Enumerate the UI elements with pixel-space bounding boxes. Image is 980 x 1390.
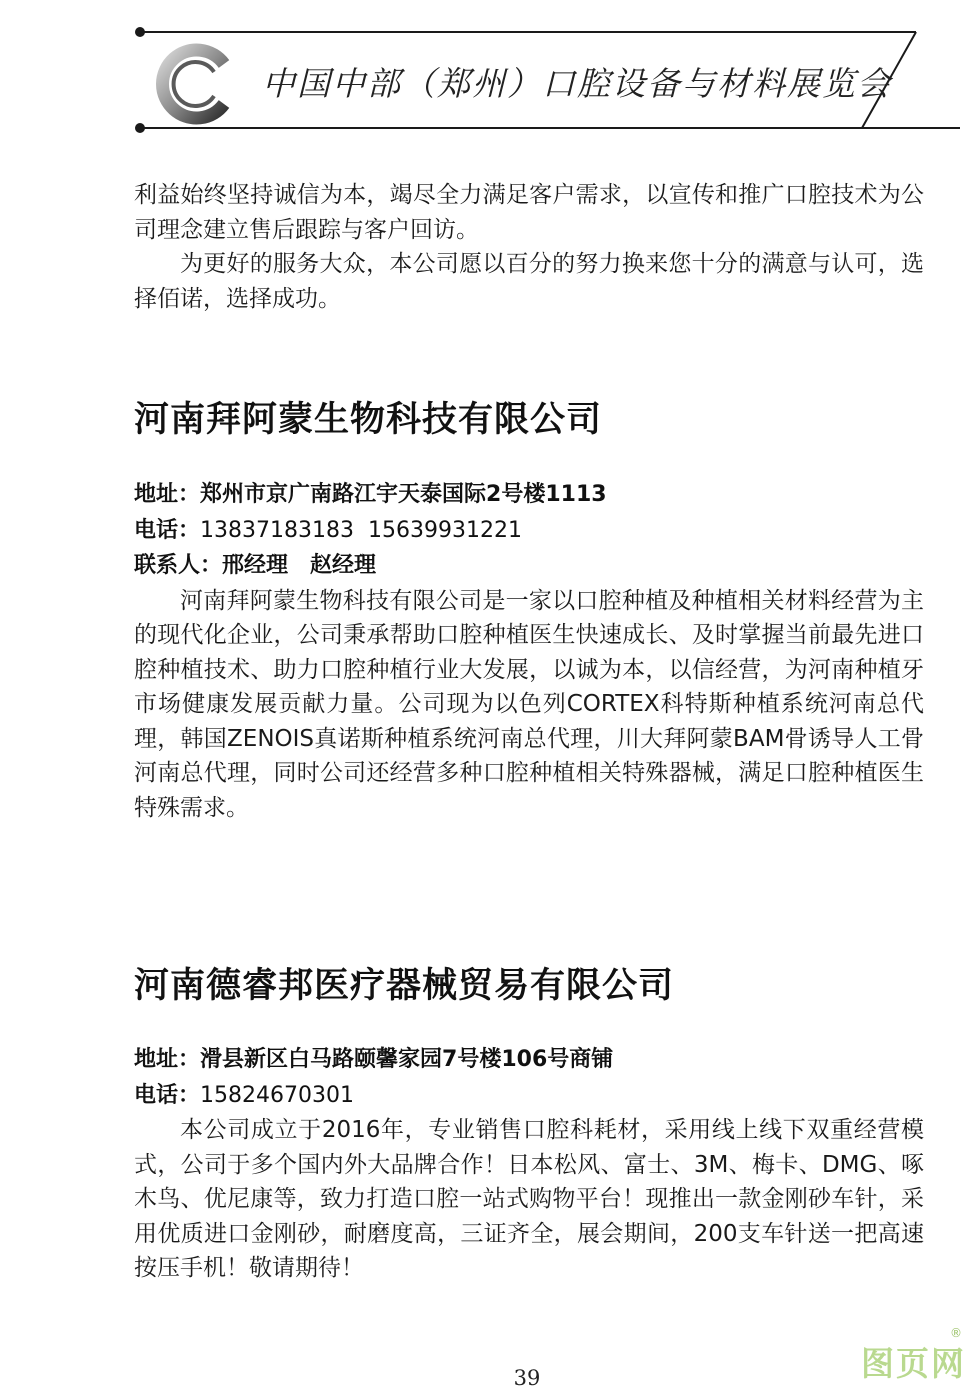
company-title: 河南德睿邦医疗器械贸易有限公司 <box>134 966 675 1006</box>
address-value: 郑州市京广南路江宇天泰国际2号楼1113 <box>200 482 607 507</box>
phone-line <box>134 513 924 549</box>
address-value: 滑县新区白马路颐馨家园7号楼106号商铺 <box>200 1047 614 1072</box>
address-label: 地址： <box>134 482 201 507</box>
watermark-logo <box>861 1326 966 1385</box>
company-description: 河南拜阿蒙生物科技有限公司是一家以口腔种植及种植相关材料经营为主的现代化企业，公司秉承帮助口腔种植医生快速成长、及时掌握当前最先进口腔种植技术、助力口腔种植行业大发展，以诚为本，以信经营，为河南种植牙市场健康发展贡献力量。公司现为以色列CORTEX科特斯种植系统河南总代理，韩国ZENOIS真诺斯种植系统河南总代理，川大拜阿蒙BAM骨诱导人工骨河南总代理，同时公司还经营多种口腔种植相关特殊器械，满足口腔种植医生特殊需求。 <box>134 587 924 821</box>
contact-value: 邢经理 赵经理 <box>222 553 377 578</box>
company-info <box>134 1042 924 1286</box>
page-header <box>0 0 980 150</box>
watermark-text: 图页网 <box>861 1344 966 1383</box>
logo-icon <box>163 50 224 118</box>
intro-paragraph: 为更好的服务大众，本公司愿以百分的努力换来您十分的满意与认可，选择佰诺，选择成功。 <box>134 251 924 312</box>
phone-value: 15824670301 <box>200 1082 354 1108</box>
contact-line <box>134 548 924 584</box>
intro-section <box>134 178 924 316</box>
phone-line <box>134 1078 924 1114</box>
address-line <box>134 477 924 513</box>
address-line <box>134 1042 924 1078</box>
contact-label: 联系人： <box>134 553 223 578</box>
header-title: 中国中部（郑州）口腔设备与材料展览会 <box>262 64 892 103</box>
company-description: 本公司成立于2016年，专业销售口腔科耗材，采用线上线下双重经营模式，公司于多个国内外大品牌合作！日本松风、富士、3M、梅卡、DMG、啄木鸟、优尼康等，致力打造口腔一站式购物平台！现推出一款金刚砂车针，采用优质进口金刚砂，耐磨度高，三证齐全，展会期间，200支车针送一把高速按压手机！敬请期待！ <box>134 1117 924 1281</box>
registered-mark: ® <box>950 1326 964 1340</box>
intro-paragraph: 利益始终坚持诚信为本，竭尽全力满足客户需求，以宣传和推广口腔技术为公司理念建立售后跟踪与客户回访。 <box>134 182 924 243</box>
phone-label: 电话： <box>134 517 201 543</box>
address-label: 地址： <box>134 1047 201 1072</box>
company-info <box>134 477 924 825</box>
company-title: 河南拜阿蒙生物科技有限公司 <box>134 400 603 440</box>
phone-value: 13837183183 15639931221 <box>200 517 522 543</box>
page-number: 39 <box>513 1366 541 1390</box>
phone-label: 电话： <box>134 1082 201 1108</box>
